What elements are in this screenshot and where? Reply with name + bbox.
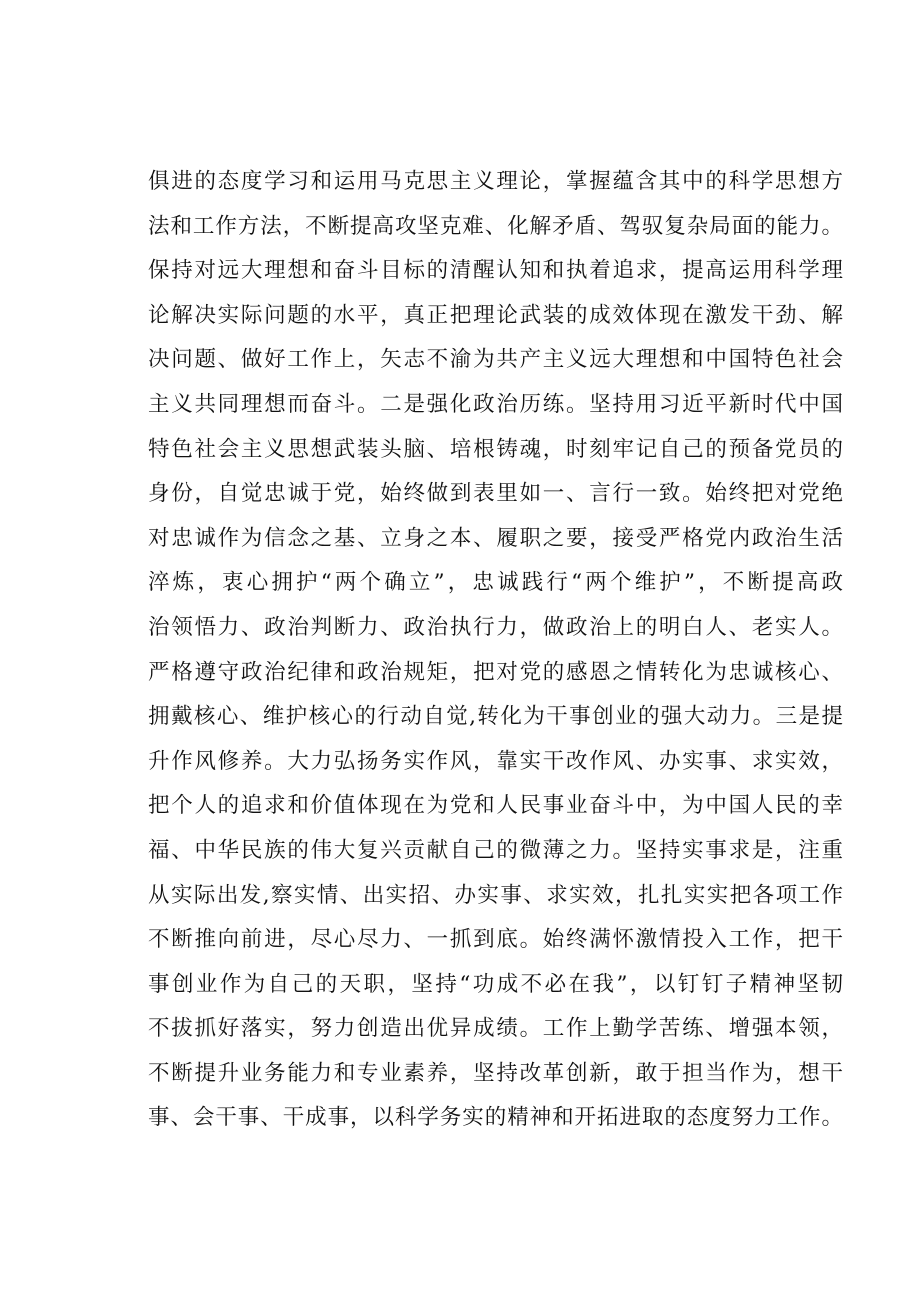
text-line-1: 俱进的态度学习和运用马克思主义理论，掌握蕴含其中的科学思想方	[148, 169, 843, 194]
text-line-10: 淬炼，衷心拥护“两个确立”，忠诚践行“两个维护”，不断提高政	[148, 570, 843, 596]
text-line-5: 决问题、做好工作上，矢志不渝为共产主义远大理想和中国特色社会	[148, 347, 843, 373]
text-line-21: 不断提升业务能力和专业素养，坚持改革创新，敢于担当作为，想干	[148, 1060, 843, 1086]
text-line-6: 主义共同理想而奋斗。二是强化政治历练。坚持用习近平新时代中国	[148, 391, 843, 417]
text-line-22: 事、会干事、干成事，以科学务实的精神和开拓进取的态度努力工作。	[148, 1105, 843, 1131]
text-line-19: 事创业作为自己的天职，坚持“功成不必在我”，以钉钉子精神坚韧	[148, 971, 843, 997]
text-line-16: 福、中华民族的伟大复兴贡献自己的微薄之力。坚持实事求是，注重	[148, 837, 843, 863]
text-line-13: 拥戴核心、维护核心的行动自觉,转化为干事创业的强大动力。三是提	[148, 704, 843, 730]
text-line-3: 保持对远大理想和奋斗目标的清醒认知和执着追求，提高运用科学理	[148, 258, 843, 284]
text-line-7: 特色社会主义思想武装头脑、培根铸魂，时刻牢记自己的预备党员的	[148, 436, 843, 462]
text-line-4: 论解决实际问题的水平，真正把理论武装的成效体现在激发干劲、解	[148, 302, 843, 328]
text-line-20: 不拔抓好落实，努力创造出优异成绩。工作上勤学苦练、增强本领，	[148, 1016, 843, 1042]
text-line-12: 严格遵守政治纪律和政治规矩，把对党的感恩之情转化为忠诚核心、	[148, 659, 843, 685]
body-text	[148, 160, 848, 1141]
text-line-11: 治领悟力、政治判断力、政治执行力，做政治上的明白人、老实人。	[148, 614, 843, 640]
text-line-8: 身份，自觉忠诚于党，始终做到表里如一、言行一致。始终把对党绝	[148, 481, 843, 507]
text-line-14: 升作风修养。大力弘扬务实作风，靠实干改作风、办实事、求实效，	[148, 748, 843, 774]
text-line-17: 从实际出发,察实情、出实招、办实事、求实效，扎扎实实把各项工作	[148, 882, 843, 908]
text-line-9: 对忠诚作为信念之基、立身之本、履职之要，接受严格党内政治生活	[148, 525, 843, 551]
text-line-2: 法和工作方法，不断提高攻坚克难、化解矛盾、驾驭复杂局面的能力。	[148, 213, 843, 239]
text-line-15: 把个人的追求和价值体现在为党和人民事业奋斗中，为中国人民的幸	[148, 793, 843, 819]
text-line-18: 不断推向前进，尽心尽力、一抓到底。始终满怀激情投入工作，把干	[148, 927, 843, 953]
